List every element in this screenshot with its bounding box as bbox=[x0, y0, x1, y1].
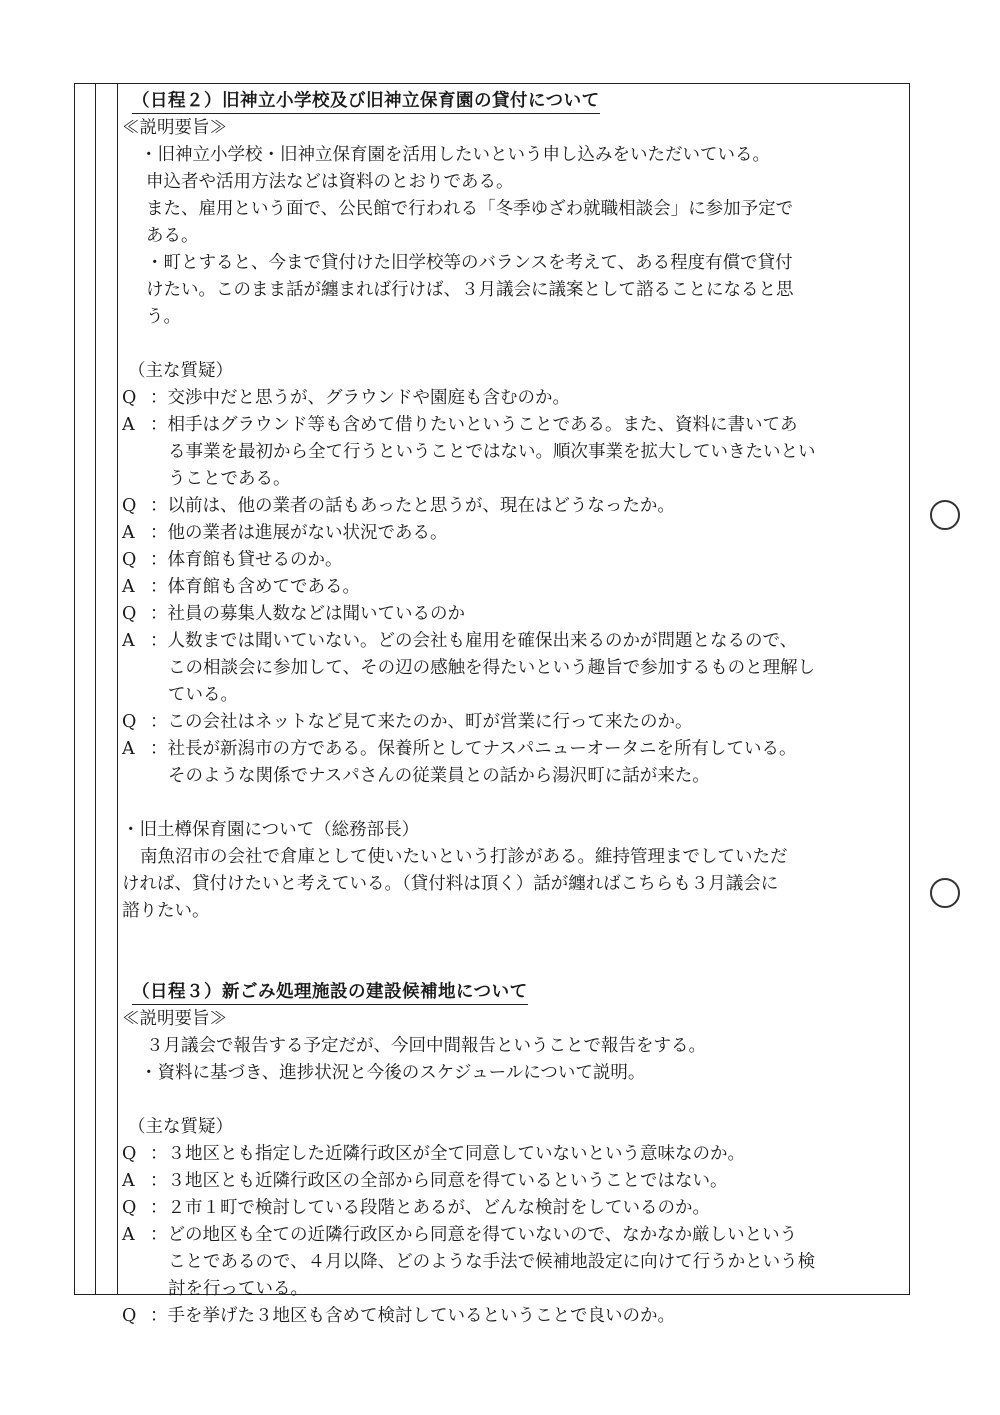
qa-key: Q bbox=[122, 1306, 137, 1326]
qa-item bbox=[122, 1168, 906, 1195]
margin-column-1 bbox=[74, 83, 96, 1295]
qa-item bbox=[122, 709, 906, 736]
qa-key: A bbox=[122, 415, 135, 435]
qa-item bbox=[122, 547, 906, 574]
qa-line: ：体育館も貸せるのか。 bbox=[150, 550, 343, 570]
qa-key: Q bbox=[122, 388, 137, 408]
qa-item bbox=[122, 1141, 906, 1168]
qa-item bbox=[122, 520, 906, 547]
qa-label: （主な質疑） bbox=[128, 1117, 233, 1137]
summary-line: けたい。このまま話が纏まれば行けば、３月議会に議案として諮ることになると思 bbox=[146, 280, 794, 300]
section-heading: （日程２）旧神立小学校及び旧神立保育園の貸付について bbox=[132, 89, 600, 114]
qa-item bbox=[122, 385, 906, 412]
qa-line: ：社員の募集人数などは聞いているのか bbox=[150, 604, 465, 624]
qa-item bbox=[122, 1303, 906, 1330]
summary-label: ≪説明要旨≫ bbox=[122, 118, 227, 138]
section-heading: （日程３）新ごみ処理施設の建設候補地について bbox=[132, 980, 528, 1005]
qa-key: Q bbox=[122, 1144, 137, 1164]
qa-label: （主な質疑） bbox=[128, 361, 233, 381]
qa-line: ：２市１町で検討している段階とあるが、どんな検討をしているのか。 bbox=[150, 1198, 710, 1218]
qa-line: この相談会に参加して、その辺の感触を得たいという趣旨で参加するものと理解し bbox=[168, 658, 816, 678]
summary-line: 申込者や活用方法などは資料のとおりである。 bbox=[146, 172, 514, 192]
section-2 bbox=[122, 88, 906, 925]
qa-line: ：どの地区も全ての近隣行政区から同意を得ていないので、なかなか厳しいという bbox=[150, 1225, 798, 1245]
qa-key: Q bbox=[122, 604, 137, 624]
qa-line: ：相手はグラウンド等も含めて借りたいということである。また、資料に書いてあ bbox=[150, 415, 798, 435]
summary-line: また、雇用という面で、公民館で行われる「冬季ゆざわ就職相談会」に参加予定で bbox=[146, 199, 794, 219]
summary-line: う。 bbox=[146, 307, 181, 327]
qa-item bbox=[122, 736, 906, 790]
summary-line: ・資料に基づき、進捗状況と今後のスケジュールについて説明。 bbox=[140, 1063, 646, 1083]
summary-line: ・町とすると、今まで貸付けた旧学校等のバランスを考えて、ある程度有償で貸付 bbox=[146, 253, 793, 273]
summary-line: ある。 bbox=[146, 226, 199, 246]
qa-line: ：他の業者は進展がない状況である。 bbox=[150, 523, 448, 543]
qa-line: そのような関係でナスパさんの従業員との話から湯沢町に話が来た。 bbox=[168, 766, 710, 786]
margin-column-2 bbox=[96, 83, 118, 1295]
punch-hole bbox=[930, 878, 960, 908]
qa-line: うことである。 bbox=[168, 469, 291, 489]
qa-line: ：３地区とも指定した近隣行政区が全て同意していないという意味なのか。 bbox=[150, 1144, 745, 1164]
section-3 bbox=[122, 979, 906, 1330]
qa-line: ことであるので、４月以降、どのような手法で候補地設定に向けて行うかという検 bbox=[168, 1252, 816, 1272]
qa-key: A bbox=[122, 739, 135, 759]
qa-line: ：社長が新潟市の方である。保養所としてナスパニューオータニを所有している。 bbox=[150, 739, 797, 759]
summary-line: ・旧神立小学校・旧神立保育園を活用したいという申し込みをいただいている。 bbox=[140, 145, 770, 165]
qa-item bbox=[122, 493, 906, 520]
qa-line: ：以前は、他の業者の話もあったと思うが、現在はどうなったか。 bbox=[150, 496, 675, 516]
qa-line: 討を行っている。 bbox=[168, 1279, 308, 1299]
qa-key: A bbox=[122, 577, 135, 597]
punch-hole bbox=[930, 500, 960, 530]
qa-item bbox=[122, 412, 906, 493]
qa-line: ：この会社はネットなど見て来たのか、町が営業に行って来たのか。 bbox=[150, 712, 693, 732]
summary-line: ３月議会で報告する予定だが、今回中間報告ということで報告をする。 bbox=[146, 1036, 706, 1056]
note-title: ・旧土樽保育園について（総務部長） bbox=[122, 820, 420, 840]
qa-key: Q bbox=[122, 550, 137, 570]
qa-key: A bbox=[122, 523, 135, 543]
qa-item bbox=[122, 628, 906, 709]
qa-line: ：人数までは聞いていない。どの会社も雇用を確保出来るのかが問題となるので、 bbox=[150, 631, 798, 651]
summary-label: ≪説明要旨≫ bbox=[122, 1009, 227, 1029]
qa-key: Q bbox=[122, 712, 137, 732]
document-body bbox=[122, 88, 906, 1330]
qa-line: ：手を挙げた３地区も含めて検討しているということで良いのか。 bbox=[150, 1306, 675, 1326]
qa-item bbox=[122, 1222, 906, 1303]
qa-key: A bbox=[122, 631, 135, 651]
qa-line: ：交渉中だと思うが、グラウンドや園庭も含むのか。 bbox=[150, 388, 570, 408]
qa-line: ている。 bbox=[168, 685, 238, 705]
qa-line: ：３地区とも近隣行政区の全部から同意を得ているということではない。 bbox=[150, 1171, 728, 1191]
qa-item bbox=[122, 601, 906, 628]
qa-key: A bbox=[122, 1171, 135, 1191]
qa-item bbox=[122, 574, 906, 601]
qa-key: Q bbox=[122, 496, 137, 516]
qa-key: A bbox=[122, 1225, 135, 1245]
qa-item bbox=[122, 1195, 906, 1222]
qa-line: ：体育館も含めてである。 bbox=[150, 577, 360, 597]
note-line: 諮りたい。 bbox=[122, 901, 210, 921]
note-line: ければ、貸付けたいと考えている。（貸付料は頂く）話が纏ればこちらも３月議会に bbox=[122, 874, 779, 894]
qa-key: Q bbox=[122, 1198, 137, 1218]
note-line: 南魚沼市の会社で倉庫として使いたいという打診がある。維持管理までしていただ bbox=[140, 847, 788, 867]
qa-line: る事業を最初から全て行うということではない。順次事業を拡大していきたいとい bbox=[168, 442, 816, 462]
